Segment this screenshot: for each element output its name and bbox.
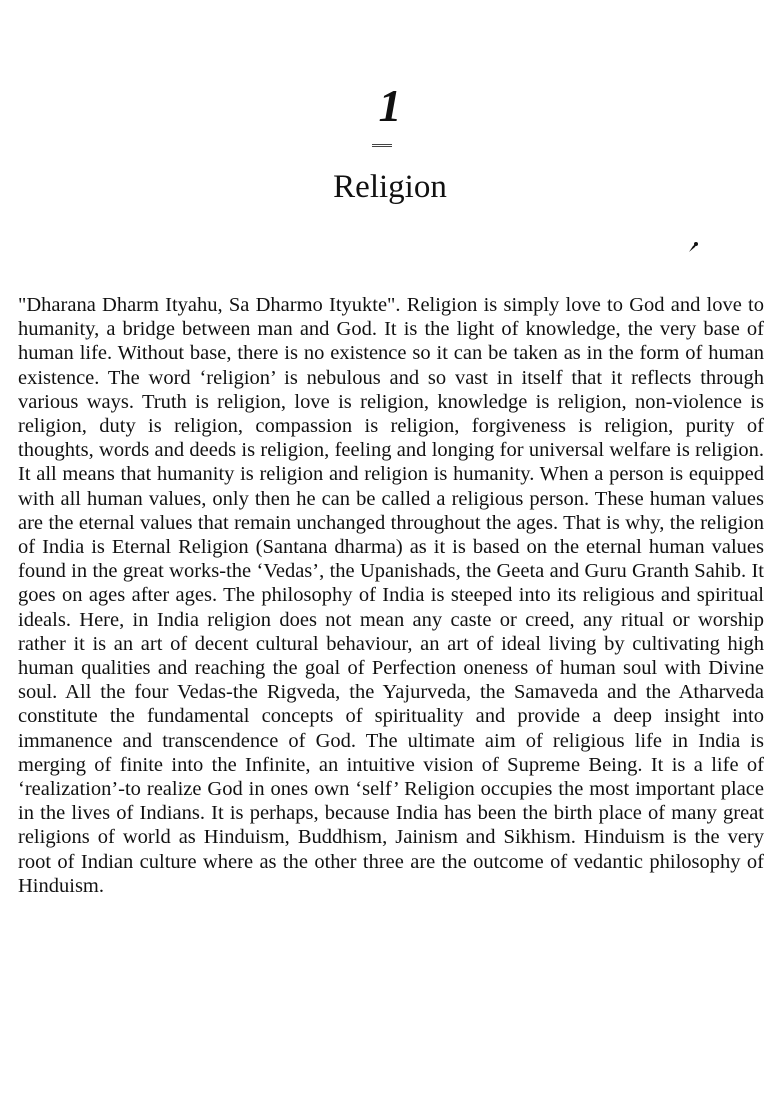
chapter-divider — [372, 144, 392, 147]
ink-speck-mark — [686, 240, 700, 254]
chapter-title: Religion — [333, 169, 447, 205]
body-paragraph: "Dharana Dharm Ityahu, Sa Dharmo Ityukte". Religion is simply love to God and love to humanity, a bridge between man and God. It is the light of knowledge, the very base of human life. Without base, there is no existence so it can be taken as in the form of human existence. The word ‘religion’ is nebulous and so vast in itself that it reflects through various ways. Truth is religion, love is religion, knowledge is religion, non-violence is religion, duty is religion, compassion is religion, forgiveness is religion, purity of thoughts, words and deeds is religion, feeling and longing for universal welfare is religion. It all means that humanity is religion and religion is humanity. When a person is equipped with all human values, only then he can be called a religious person. These human values are the eternal values that remain unchanged throughout the ages. That is why, the religion of India is Eternal Religion (Santana dharma) as it is based on the eternal human values found in the great works-the ‘Vedas’, the Upanishads, the Geeta and Guru Granth Sahib. It goes on ages after ages. The philosophy of India is steeped into its religious and spiritual ideals. Here, in India religion does not mean any caste or creed, any ritual or worship rather it is an art of decent cultural behaviour, an art of ideal living by cultivating high human qualities and reaching the goal of Perfection oneness of human soul with Divine soul. All the four Vedas-the Rigveda, the Yajurveda, the Samaveda and the Atharveda constitute the fundamental concepts of spirituality and provide a deep insight into immanence and transcendence of God. The ultimate aim of religious life in India is merging of finite into the Infinite, an intuitive vision of Supreme Being. It is a life of ‘realization’-to realize God in ones own ‘self’ Religion occupies the most important place in the lives of Indians. It is perhaps, because India has been the birth place of many great religions of world as Hinduism, Buddhism, Jainism and Sikhism. Hinduism is the very root of Indian culture where as the other three are the outcome of vedantic philosophy of Hinduism. — [18, 294, 764, 897]
chapter-number: 1 — [378, 80, 402, 131]
